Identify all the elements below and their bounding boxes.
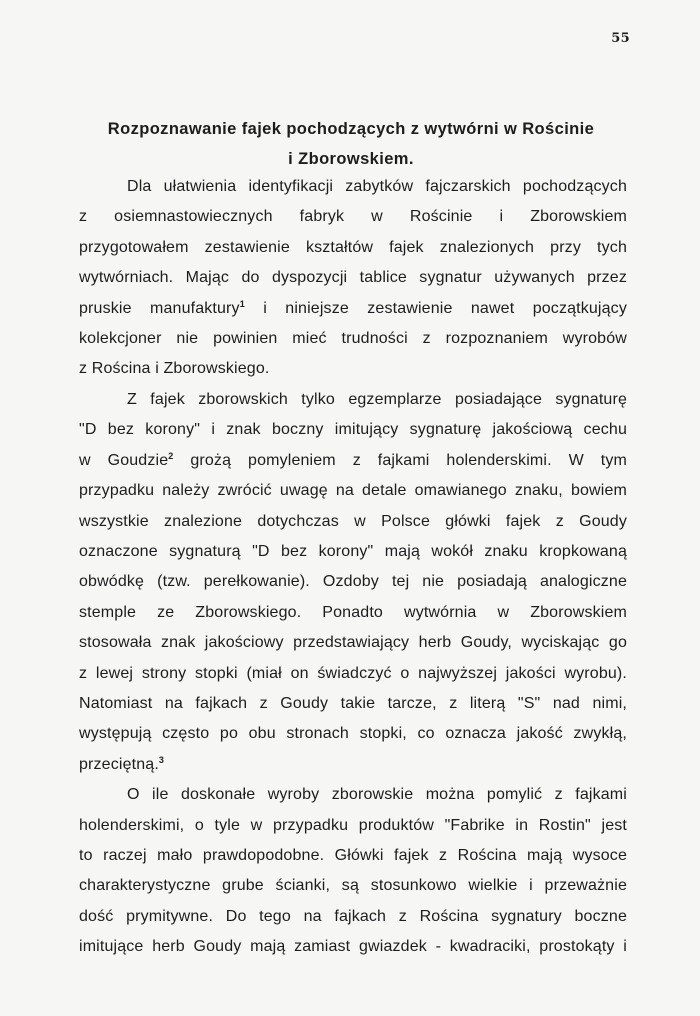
text-line-with-footnote <box>79 294 627 324</box>
text-line: z lewej strony stopki (miał on świadczyć o najwyższej jakości wyrobu). <box>79 664 627 682</box>
text-line: stemple ze Zborowskiego. Ponadto wytwórnia w Zborowskiem <box>79 603 627 621</box>
footnote-marker: 3 <box>158 754 165 765</box>
text-line: kolekcjoner nie powinien mieć trudności z rozpoznaniem wyrobów <box>79 329 627 347</box>
text-line-with-footnote <box>79 750 627 780</box>
paragraph-3 <box>79 780 627 962</box>
footnote-marker: 2 <box>168 450 174 461</box>
text-line: dość prymitywne. Do tego na fajkach z Rościna sygnatury boczne <box>79 907 627 925</box>
chapter-title <box>70 114 632 174</box>
text-line: "D bez korony" i znak boczny imitujący sygnaturę jakościową cechu <box>79 421 627 439</box>
text-line: przypadku należy zwrócić uwagę na detale omawianego znaku, bowiem <box>79 482 627 500</box>
text-line: przygotowałem zestawienie kształtów fajek znalezionych przy tych <box>79 238 627 256</box>
text-line: charakterystyczne grube ścianki, są stosunkowo wielkie i przeważnie <box>79 877 627 895</box>
chapter-title-line-2: i Zborowskiem. <box>288 150 414 168</box>
text-fragment: pruskie manufaktury <box>79 299 240 317</box>
chapter-title-line-1: Rozpoznawanie fajek pochodzących z wytwórni w Rościnie <box>107 120 595 138</box>
paragraph-1 <box>79 172 627 385</box>
text-fragment: i niniejsze zestawienie nawet początkujący <box>263 299 627 317</box>
text-line: imitujące herb Goudy mają zamiast gwiazdek - kwadraciki, prostokąty i <box>79 938 627 956</box>
text-fragment: grożą pomyleniem z fajkami holenderskimi. W tym <box>190 451 627 469</box>
footnote-marker: 1 <box>239 298 245 309</box>
text-line: z Rościna i Zborowskiego. <box>79 360 270 378</box>
text-line: z osiemnastowiecznych fabryk w Rościnie i Zborowskiem <box>79 208 627 226</box>
text-line: wszystkie znalezione dotychczas w Polsce główki fajek z Goudy <box>79 512 627 530</box>
text-fragment: w Goudzie <box>79 451 169 469</box>
text-line: Dla ułatwienia identyfikacji zabytków fajczarskich pochodzących <box>127 178 627 195</box>
text-line: wytwórniach. Mając do dyspozycji tablice sygnatur używanych przez <box>79 269 627 287</box>
text-line: Natomiast na fajkach z Goudy takie tarcze, z literą "S" nad nimi, <box>79 694 627 712</box>
text-fragment: przeciętną. <box>79 755 159 773</box>
text-line: to raczej mało prawdopodobne. Główki fajek z Rościna mają wysoce <box>79 847 627 865</box>
text-line-with-footnote <box>79 446 627 476</box>
paragraph-2 <box>79 385 627 780</box>
text-line: O ile doskonałe wyroby zborowskie można pomylić z fajkami <box>127 786 627 804</box>
text-line: Z fajek zborowskich tylko egzemplarze posiadające sygnaturę <box>127 390 627 408</box>
text-line: holenderskimi, o tyle w przypadku produktów "Fabrike in Rostin" jest <box>79 816 627 834</box>
page-number: 55 <box>611 31 630 46</box>
text-line: występują często po obu stronach stopki, co oznacza jakość zwykłą, <box>79 725 627 743</box>
text-line: oznaczone sygnaturą "D bez korony" mają wokół znaku kropkowaną <box>79 542 627 560</box>
text-line: stosowała znak jakościowy przedstawiający herb Goudy, wyciskając go <box>79 634 627 652</box>
text-line: obwódkę (tzw. perełkowanie). Ozdoby tej nie posiadają analogiczne <box>79 573 627 591</box>
body-text <box>79 172 627 963</box>
